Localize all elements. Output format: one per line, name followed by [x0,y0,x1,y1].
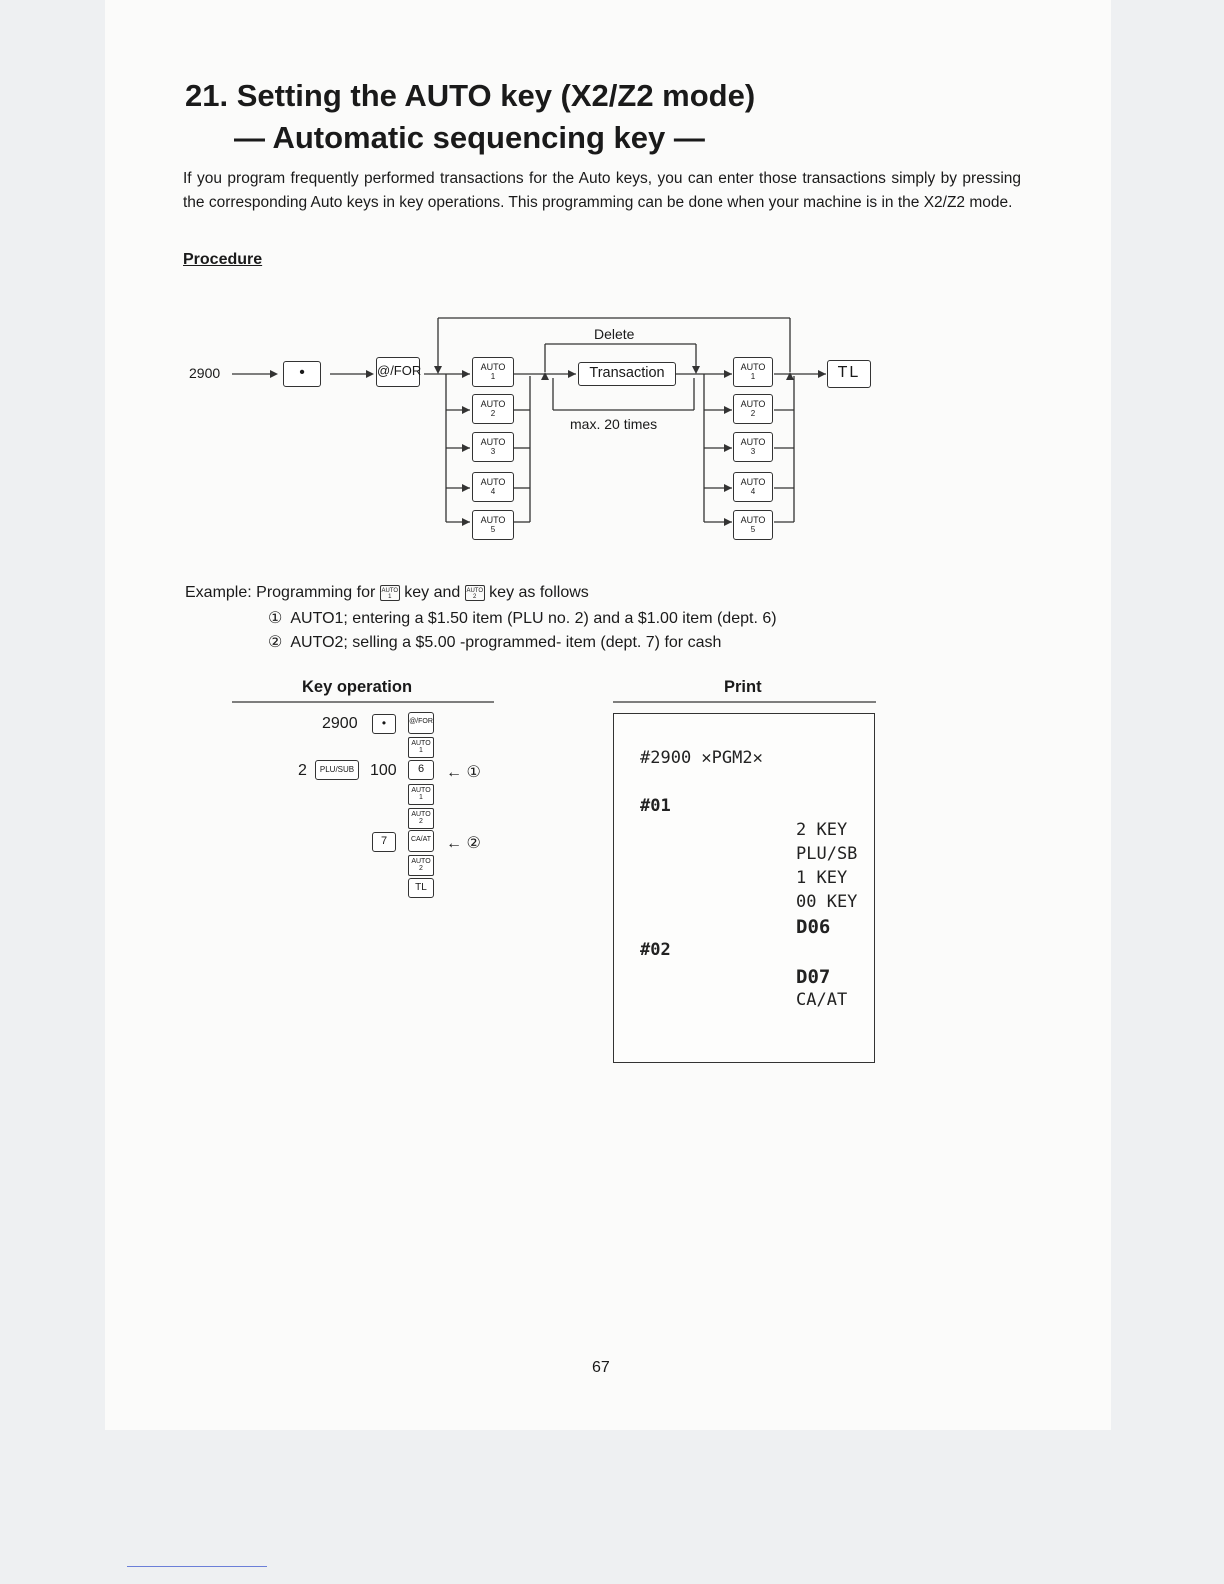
auto-2-inline-key: AUTO 2 [465,585,485,601]
auto-5-key-col1: AUTO 5 [472,510,514,540]
auto-2-key-col2: AUTO 2 [733,394,773,424]
auto-1-inline-key: AUTO 1 [380,585,400,601]
auto-2-key-col1: AUTO 2 [472,394,514,424]
ko-amount: 100 [370,762,397,779]
auto-1-key-col2: AUTO 1 [733,357,773,387]
example-item-2: ② AUTO2; selling a $5.00 -programmed- item (dept. 7) for cash [268,634,722,651]
page-title: 21. Setting the AUTO key (X2/Z2 mode) [185,78,756,113]
ko-ca-at-key: CA/AT [408,830,434,852]
receipt-line-1: #2900 ✕PGM2✕ [640,748,763,768]
transaction-box: Transaction [578,362,676,386]
footer-rule [127,1566,267,1567]
auto-5-key-col2: AUTO 5 [733,510,773,540]
auto-4-key-col1: AUTO 4 [472,472,514,502]
ko-dept-7-key: 7 [372,832,396,852]
page-number: 67 [592,1359,610,1376]
procedure-heading: Procedure [183,251,263,268]
page-subtitle: — Automatic sequencing key — [234,120,705,155]
receipt-print [613,713,875,1063]
delete-label: Delete [594,326,635,342]
auto-1-key-col1: AUTO 1 [472,357,514,387]
ko-dot-key: • [372,714,396,734]
tl-key: TL [827,360,871,388]
ko-auto-1-key-b: AUTO 1 [408,784,434,805]
intro-paragraph: If you program frequently performed transactions for the Auto keys, you can enter those transactions simply by pressing the corresponding Auto keys in key operations. This programming can be done when your machine is in the X2/Z2 mode. [183,170,1021,211]
receipt-line-4: PLU/SB [796,844,858,864]
receipt-line-9: D07 [796,966,831,988]
auto-3-key-col1: AUTO 3 [472,432,514,462]
ko-auto-2-key-a: AUTO 2 [408,808,434,829]
example-item-1: ① AUTO1; entering a $1.50 item (PLU no. 2) and a $1.00 item (dept. 6) [268,610,777,627]
ko-auto-1-key-a: AUTO 1 [408,737,434,758]
ko-auto-2-key-b: AUTO 2 [408,855,434,876]
dot-key: • [283,361,321,387]
receipt-line-8: #02 [640,940,671,960]
example-intro: Example: Programming for AUTO 1 key and AUTO 2 key as follows [185,584,589,601]
receipt-line-3: 2 KEY [796,820,848,840]
ko-plu-sub-key: PLU/SUB [315,760,359,780]
ko-at-for-key: @/FOR [408,712,434,734]
receipt-line-10: CA/AT [796,990,848,1010]
start-value: 2900 [189,365,221,381]
receipt-line-7: D06 [796,916,831,938]
ko-plu-number: 2 [298,762,307,779]
receipt-line-6: 00 KEY [796,892,858,912]
ko-tl-key: TL [408,878,434,898]
repeat-label: max. 20 times [570,416,658,432]
ko-marker-1: ← ① [446,764,481,781]
auto-3-key-col2: AUTO 3 [733,432,773,462]
auto-4-key-col2: AUTO 4 [733,472,773,502]
print-heading: Print [724,678,762,696]
ko-start-value: 2900 [322,715,358,732]
at-for-key: @/FOR [376,357,420,387]
key-operation-heading: Key operation [302,678,413,696]
receipt-line-2: #01 [640,796,671,816]
receipt-line-5: 1 KEY [796,868,848,888]
ko-dept-6-key: 6 [408,760,434,780]
ko-marker-2: ← ② [446,835,481,852]
